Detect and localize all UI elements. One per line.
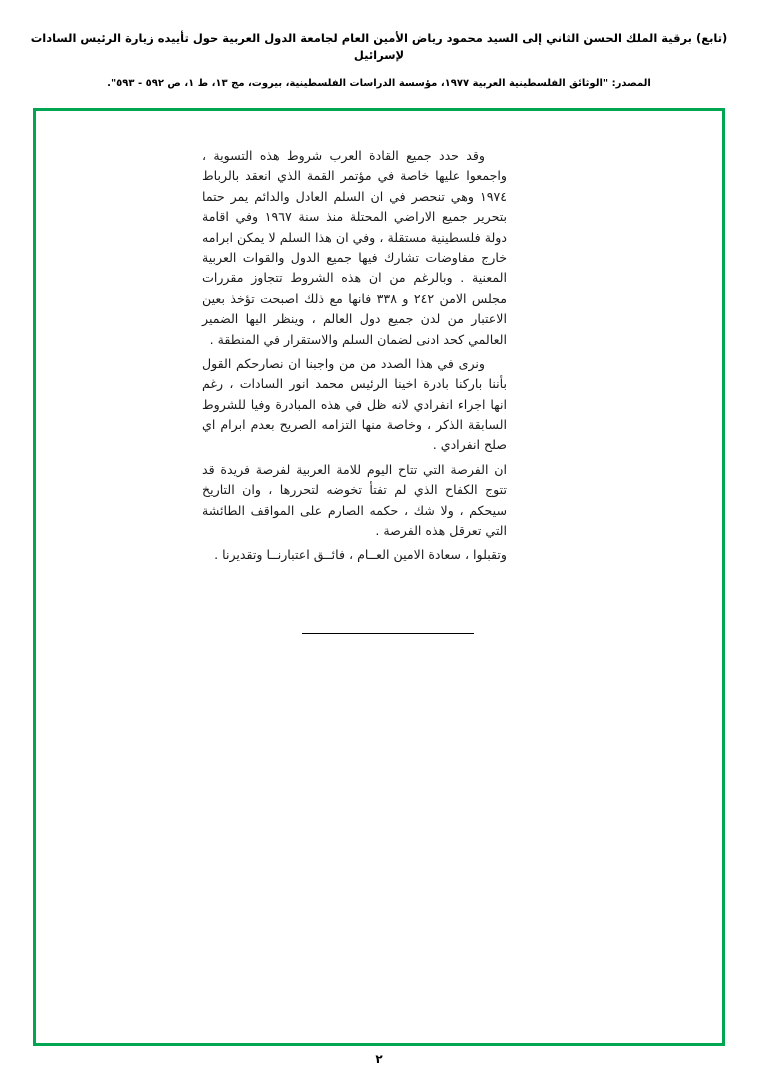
paragraph-4: وتقبلوا ، سعادة الامين العــام ، فائــق اعتبارنــا وتقديرنا . xyxy=(214,547,507,563)
document-title: (تابع) برقية الملك الحسن الثاني إلى السيد محمود رياض الأمين العام لجامعة الدول العربية حول تأييده زيارة الرئيس السادات لإسرائيل xyxy=(30,31,728,63)
paragraph-3: ان الفرصة التي تتاح اليوم للامة العربية لفرصة فريدة قد تتوج الكفاح الذي لم تفتأ تخوضه لتحررها ، وان التاريخ سيحكم ، ولا شك ، حكمه الصارم على المواقف الطائشة التي تعرقل هذه الفرصة . xyxy=(202,461,507,539)
document-source-line: المصدر: "الوثائق الفلسطينية العربية ١٩٧٧، مؤسسة الدراسات الفلسطينية، بيروت، مج ١٣، ط ١، ص ٥٩٢ - ٥٩٣". xyxy=(107,77,651,89)
paragraph-2: ونرى في هذا الصدد من من واجبنا ان نصارحكم القول بأننا باركنا بادرة اخينا الرئيس محمد انور السادات ، رغم انها اجراء انفرادي لانه ظل في هذه المبادرة وفيا للشروط السابقة الذكر ، وخاصة منها التزامه الصريح بعدم ابرام اي صلح انفرادي . xyxy=(202,355,507,453)
green-content-frame xyxy=(33,108,725,1046)
document-header xyxy=(0,30,758,91)
paragraph-1: وقد حدد جميع القادة العرب شروط هذه التسوية ، واجمعوا عليها خاصة في مؤتمر القمة الذي انعقد بالرباط ١٩٧٤ وهي تنحصر في ان السلم العادل والدائم يمر حتما بتحرير جميع الاراضي المحتلة منذ سنة ١٩٦٧ وفي اقامة دولة فلسطينية مستقلة ، وفي ان هذا السلم لا يمكن ابرامه خارج مفاوضات تشارك فيها جميع الدول والقوات العربية المعنية . وبالرغم من ان هذه الشروط تتجاوز مقررات مجلس الامن ٢٤٢ و ٣٣٨ فانها مع ذلك اصبحت تؤخذ بعين الاعتبار من لدن جميع دول العالم ، وينظر اليها الضمير العالمي كحد ادنى لضمان السلم والاستقرار في المنطقة . xyxy=(202,148,508,347)
document-body xyxy=(202,146,507,570)
page-number: ٢ xyxy=(375,1052,383,1066)
horizontal-divider xyxy=(302,633,474,634)
